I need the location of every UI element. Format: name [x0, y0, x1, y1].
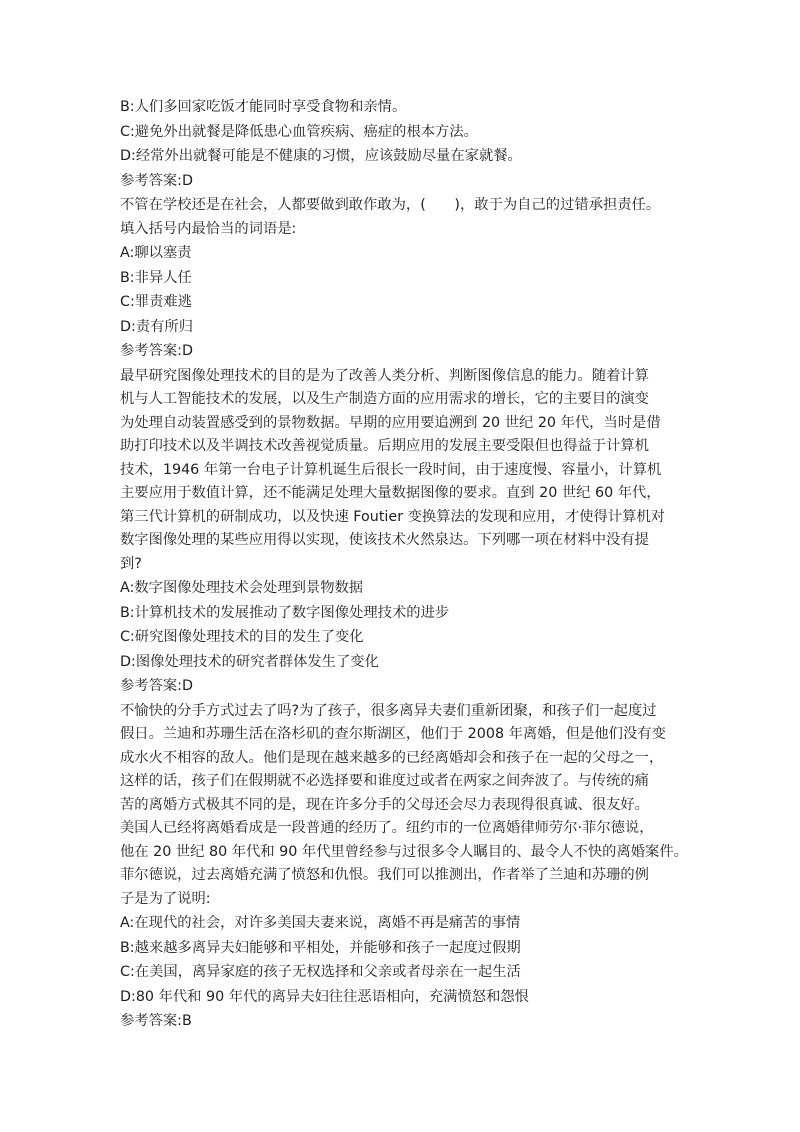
question-stem-line: 技术，1946 年第一台电子计算机诞生后很长一段时间，由于速度慢、容量小，计算机 — [120, 461, 662, 478]
question-stem-line: 到? — [120, 555, 142, 572]
option-c: C:研究图像处理技术的目的发生了变化 — [120, 629, 364, 645]
option-a: A:在现代的社会，对许多美国夫妻来说，离婚不再是痛苦的事情 — [120, 915, 521, 931]
question-stem-line: 为处理自动装置感受到的景物数据。早期的应用要追溯到 20 世纪 20 年代，当时是借 — [120, 414, 661, 431]
option-b: B:计算机技术的发展推动了数字图像处理技术的进步 — [120, 604, 450, 621]
question-stem-line: 他在 20 世纪 80 年代和 90 年代里曾经参与过很多令人瞩目的、最令人不快的离婚案件。 — [120, 843, 688, 860]
question-stem-line: 成水火不相容的敌人。他们是现在越来越多的已经离婚却会和孩子在一起的父母之一， — [120, 749, 664, 766]
question-stem-line: 美国人已经将离婚看成是一段普通的经历了。纽约市的一位离婚律师劳尔·菲尔德说， — [120, 820, 654, 836]
question-block-2 — [120, 365, 692, 699]
option-a: A:数字图像处理技术会处理到景物数据 — [120, 580, 364, 596]
question-block-1 — [120, 194, 692, 364]
option-c: C:在美国，离异家庭的孩子无权选择和父亲或者母亲在一起生活 — [120, 964, 521, 980]
question-stem-line: 助打印技术以及半调技术改善视觉质量。后期应用的发展主要受限但也得益于计算机 — [120, 438, 649, 454]
question-stem-line: 菲尔德说，过去离婚充满了愤怒和仇恨。我们可以推测出，作者举了兰迪和苏珊的例 — [120, 867, 649, 883]
question-block-3 — [120, 700, 692, 1034]
question-stem-line: 主要应用于数值计算，还不能满足处理大量数据图像的要求。直到 20 世纪 60 年代， — [120, 485, 661, 501]
option-b: B:人们多回家吃饭才能同时享受食物和亲情。 — [120, 99, 407, 115]
question-stem-line: 子是为了说明: — [120, 890, 211, 907]
question-stem-line: 第三代计算机的研制成功，以及快速 Foutier 变换算法的发现和应用，才使得计算机对 — [120, 508, 665, 525]
reference-answer: 参考答案:D — [120, 343, 194, 359]
question-stem-line: 这样的话，孩子们在假期就不必选择要和谁度过或者在两家之间奔波了。与传统的痛 — [120, 773, 649, 789]
option-c: C:避免外出就餐是降低患心血管疾病、癌症的根本方法。 — [120, 123, 478, 140]
document-page — [120, 96, 692, 1034]
question-stem-line: 机与人工智能技术的发展，以及生产制造方面的应用需求的增长，它的主要目的演变 — [120, 391, 649, 407]
option-b: B:非异人任 — [120, 269, 192, 286]
option-d: D:责有所归 — [120, 318, 194, 335]
option-c: C:罪责难逃 — [120, 294, 192, 310]
option-d: D:经常外出就餐可能是不健康的习惯，应该鼓励尽量在家就餐。 — [120, 148, 522, 164]
reference-answer: 参考答案:B — [120, 1013, 192, 1029]
question-block-0 — [120, 96, 692, 193]
question-stem-line: 假日。兰迪和苏珊生活在洛杉矶的查尔斯湖区，他们于 2008 年离婚，但是他们没有变 — [120, 726, 666, 742]
question-stem-line: 最早研究图像处理技术的目的是为了改善人类分析、判断图像信息的能力。随着计算 — [120, 367, 649, 384]
reference-answer: 参考答案:D — [120, 172, 194, 189]
reference-answer: 参考答案:D — [120, 678, 194, 694]
option-d: D:图像处理技术的研究者群体发生了变化 — [120, 653, 379, 670]
question-stem-line: 苦的离婚方式极其不同的是，现在许多分手的父母还会尽力表现得很真诚、很友好。 — [120, 796, 649, 813]
question-stem-line: 不管在学校还是在社会，人都要做到敢作敢为，( )，敢于为自己的过错承担责任。 — [120, 197, 661, 213]
question-stem-line: 数字图像处理的某些应用得以实现，使该技术火然泉达。下列哪一项在材料中没有提 — [120, 532, 649, 548]
option-d: D:80 年代和 90 年代的离异夫妇往往恶语相向，充满愤怒和怨恨 — [120, 988, 529, 1005]
option-b: B:越来越多离异夫妇能够和平相处，并能够和孩子一起度过假期 — [120, 939, 521, 956]
question-stem-line: 填入括号内最恰当的词语是: — [120, 220, 297, 237]
question-stem-line: 不愉快的分手方式过去了吗?为了孩子，很多离异夫妻们重新团聚，和孩子们一起度过 — [120, 702, 657, 719]
option-a: A:聊以塞责 — [120, 245, 192, 261]
